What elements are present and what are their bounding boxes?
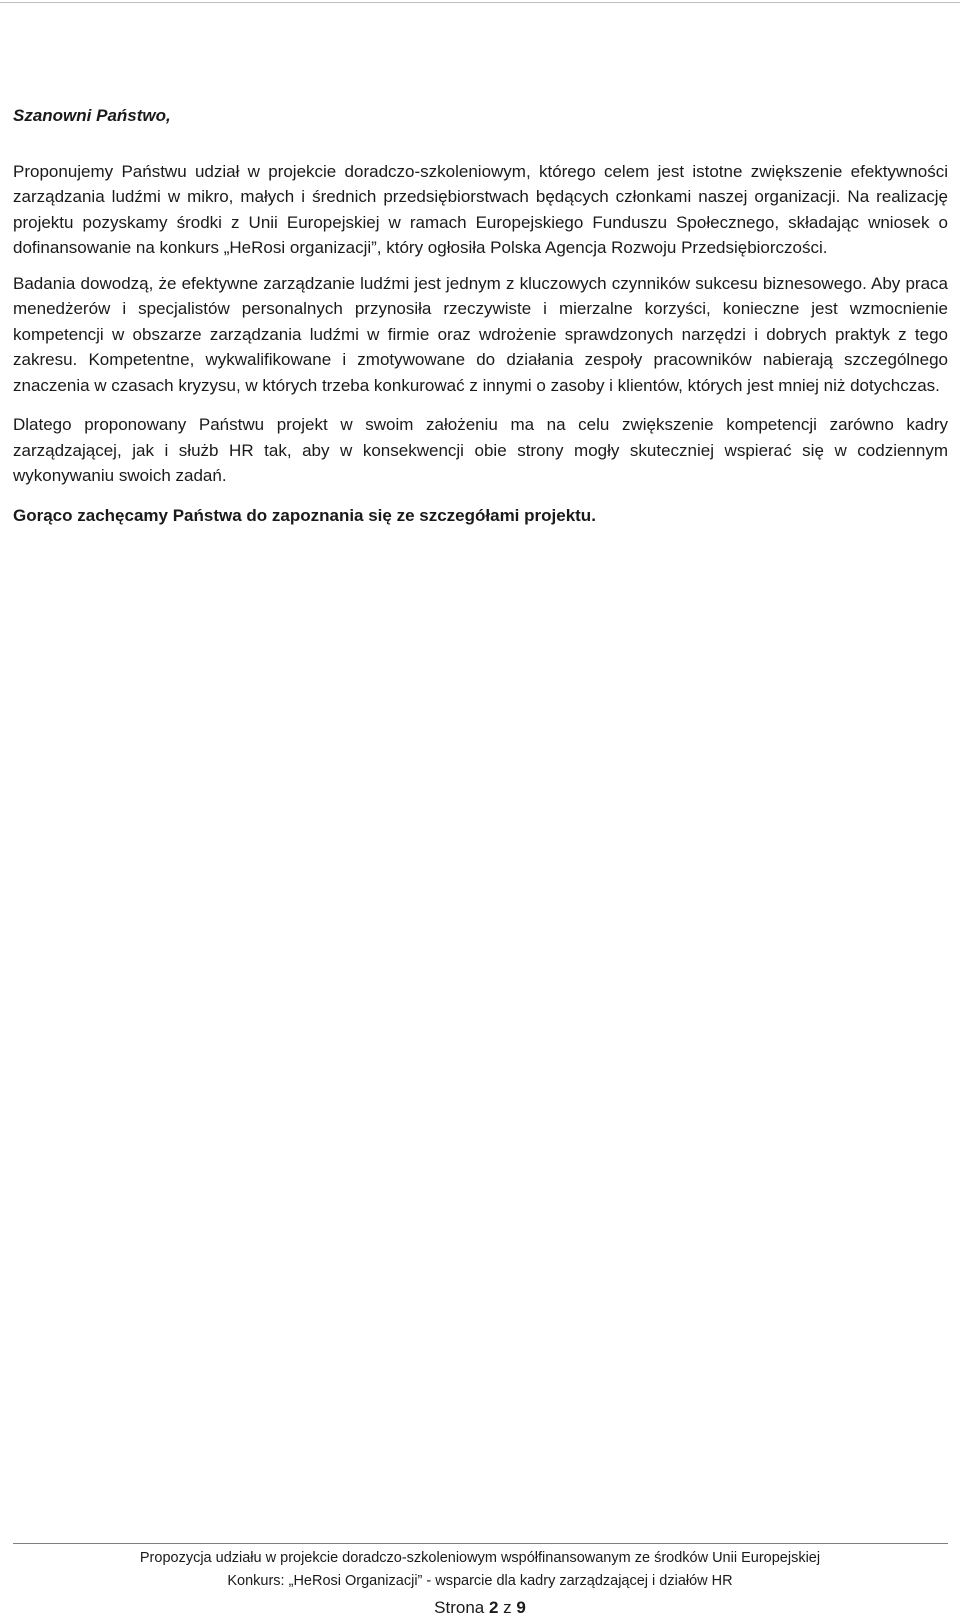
paragraph-project-intro: Proponujemy Państwu udział w projekcie doradczo-szkoleniowym, którego celem jest istotne zwiększenie efektywności zarządzania ludźmi w mikro, małych i średnich przedsiębiorstwach będących członkami naszej organizacji. Na realizację projektu pozyskamy środki z Unii Europejskiej w ramach Europejskiego Funduszu Społecznego, składając wniosek o dofinansowanie na konkurs „HeRosi organizacji”, który ogłosiła Polska Agencja Rozwoju Przedsiębiorczości. <box>13 161 948 257</box>
page-number <box>0 1593 960 1623</box>
page-prefix: Strona <box>434 1598 489 1617</box>
page-current: 2 <box>488 1598 499 1617</box>
top-border-line <box>0 2 960 3</box>
page-total: 9 <box>516 1598 526 1617</box>
letter-body <box>13 103 948 528</box>
page-footer <box>0 1547 960 1623</box>
page-separator: z <box>498 1598 517 1617</box>
footer-divider <box>13 1543 948 1544</box>
paragraph-project-goal: Dlatego proponowany Państwu projekt w swoim założeniu ma na celu zwiększenie kompetencji zarówno kadry zarządzającej, jak i służb HR tak, aby w konsekwencji obie strony mogły skuteczniej wspierać się w codziennym wykonywaniu swoich zadań. <box>13 415 948 485</box>
footer-project-line: Propozycja udziału w projekcie doradczo-szkoleniowym współfinansowanym ze środków Unii Europejskiej <box>139 1550 821 1566</box>
letter-greeting: Szanowni Państwo, <box>13 106 171 125</box>
footer-contest-line: Konkurs: „HeRosi Organizacji” - wsparcie dla kadry zarządzającej i działów HR <box>227 1573 733 1589</box>
closing-invitation: Gorąco zachęcamy Państwa do zapoznania się ze szczegółami projektu. <box>13 505 596 525</box>
paragraph-research: Badania dowodzą, że efektywne zarządzanie ludźmi jest jednym z kluczowych czynników sukcesu biznesowego. Aby praca menedżerów i specjalistów personalnych przynosiła rzeczywiste i mierzalne korzyści, konieczne jest wzmocnienie kompetencji w obszarze zarządzania ludźmi w firmie oraz wdrożenie sprawdzonych narzędzi i dobrych praktyk z tego zakresu. Kompetentne, wykwalifikowane i zmotywowane do działania zespoły pracowników nabierają szczególnego znaczenia w czasach kryzysu, w których trzeba konkurować z innymi o zasoby i klientów, których jest mniej niż dotychczas. <box>13 273 948 395</box>
